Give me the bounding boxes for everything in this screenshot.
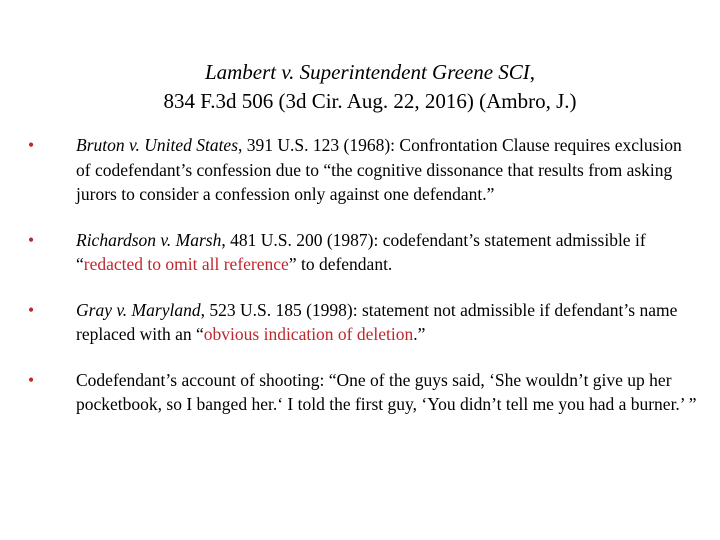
bullet-item-gray	[28, 298, 698, 347]
slide-title	[60, 58, 680, 116]
bullet-item-richardson	[28, 228, 698, 277]
bullet-text-after: .”	[413, 324, 426, 344]
title-comma: ,	[529, 60, 536, 84]
bullet-item-bruton	[28, 133, 698, 207]
title-case-name: Lambert v. Superintendent Greene SCI	[204, 60, 530, 84]
highlighted-quote: obvious indication of deletion	[203, 324, 414, 344]
bullet-icon: •	[28, 135, 35, 155]
bullet-icon: •	[28, 299, 35, 320]
case-name: Richardson v. Marsh	[76, 229, 222, 250]
bullet-text-after: ” to defendant.	[288, 254, 393, 274]
bullet-item-codefendant-account	[28, 368, 698, 417]
case-name: Bruton v. United States	[76, 135, 239, 155]
bullet-icon: •	[28, 229, 35, 250]
bullet-text: , 391 U.S. 123 (1968): Confrontation Clause requires exclusion of codefendant’s confession due to “the cognitive dissonance that results from asking jurors to consider a confession only against one defendant.”	[76, 135, 682, 204]
bullet-text-before: , 481 U.S. 200 (1987): codefendant’s statement admissible if “	[76, 229, 646, 274]
case-name: Gray v. Maryland	[76, 299, 201, 320]
title-citation: 834 F.3d 506 (3d Cir. Aug. 22, 2016) (Ambro, J.)	[163, 89, 577, 113]
highlighted-quote: redacted to omit all reference	[83, 254, 289, 274]
bullet-text: Codefendant’s account of shooting: “One of the guys said, ‘She wouldn’t give up her pocketbook, so I banged her.‘ I told the first guy, ‘You didn’t tell me you had a burner.’ ”	[76, 369, 697, 414]
bullet-list	[28, 133, 698, 417]
bullet-icon: •	[28, 369, 35, 390]
bullet-text-before: , 523 U.S. 185 (1998): statement not admissible if defendant’s name replaced with an “	[76, 299, 678, 344]
